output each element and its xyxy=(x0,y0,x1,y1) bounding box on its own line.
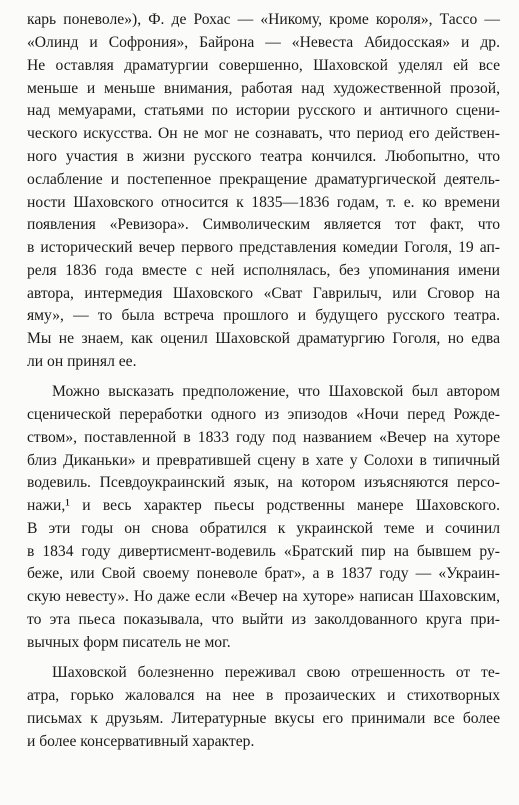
text-line: ослабление и постепенное прекращение драматургической деятель- xyxy=(27,171,500,188)
text-line: карь поневоле»), Ф. де Рохас — «Никому, кроме короля», Тассо — xyxy=(27,11,500,28)
text-line: письмах к друзьям. Литературные вкусы его принимали все более xyxy=(27,710,500,727)
text-line: Не оставляя драматургии совершенно, Шаховской уделял ей все xyxy=(27,57,500,74)
text-line: и более консервативный характер. xyxy=(27,733,255,750)
text-line: ли он принял ее. xyxy=(27,353,137,370)
paragraph-start-line: Шаховской болезненно переживал свою отрешенность от те- xyxy=(52,664,500,681)
text-line: «Олинд и Софрония», Байрона — «Невеста Абидосская» и др. xyxy=(27,34,500,51)
text-line: появления «Ревизора». Символическим является тот факт, что xyxy=(27,216,500,233)
text-line: сценической переработки одного из эпизодов «Ночи перед Рожде- xyxy=(27,406,500,423)
text-line: В эти годы он снова обратился к украинской теме и сочинил xyxy=(27,520,500,537)
paragraph-start-line: Можно высказать предположение, что Шаховской был автором xyxy=(52,383,500,400)
text-line: беже, или Свой своему поневоле брат», а в 1837 году — «Украин- xyxy=(27,565,500,582)
text-line: то эта пьеса показывала, что выйти из заколдованного круга при- xyxy=(27,611,500,628)
text-line: ного участия в жизни русского театра кончился. Любопытно, что xyxy=(27,148,500,165)
text-line: меньше и меньше внимания, работая над художественной прозой, xyxy=(27,80,500,97)
text-line: скую невесту». Но даже если «Вечер на хуторе» написан Шаховским, xyxy=(27,588,500,605)
text-line: в исторический вечер первого представления комедии Гоголя, 19 ап- xyxy=(27,239,500,256)
text-line: автора, интермедия Шаховского «Сват Гаврилыч, или Сговор на xyxy=(27,285,500,302)
text-line: ческого искусства. Он не мог не сознавать, что период его действен- xyxy=(27,125,500,142)
text-line: нажи,¹ и весь характер пьесы родственны манере Шаховского. xyxy=(27,497,500,514)
text-line: ности Шаховского относится к 1835—1836 годам, т. е. ко времени xyxy=(27,194,500,211)
text-line: в 1834 году дивертисмент-водевиль «Братский пир на бывшем ру- xyxy=(27,543,500,560)
text-line: над мемуарами, статьями по истории русского и античного сцени- xyxy=(27,102,500,119)
text-line: реля 1836 года вместе с ней исполнялась, без упоминания имени xyxy=(27,262,500,279)
text-line: яму», — то была встреча прошлого и будущего русского театра. xyxy=(27,307,500,324)
text-line: близ Диканьки» и превратившей сцену в хате у Солохи в типичный xyxy=(27,452,500,469)
text-line: водевиль. Псевдоукраинский язык, на котором изъясняются персо- xyxy=(27,474,500,491)
text-line: атра, горько жаловался на нее в прозаических и стихотворных xyxy=(27,687,500,704)
text-line: вычных форм писатель не мог. xyxy=(27,634,231,651)
text-line: Мы не знаем, как оценил Шаховской драматургию Гоголя, но едва xyxy=(27,330,500,347)
text-line: ством», поставленной в 1833 году под названием «Вечер на хуторе xyxy=(27,429,500,446)
